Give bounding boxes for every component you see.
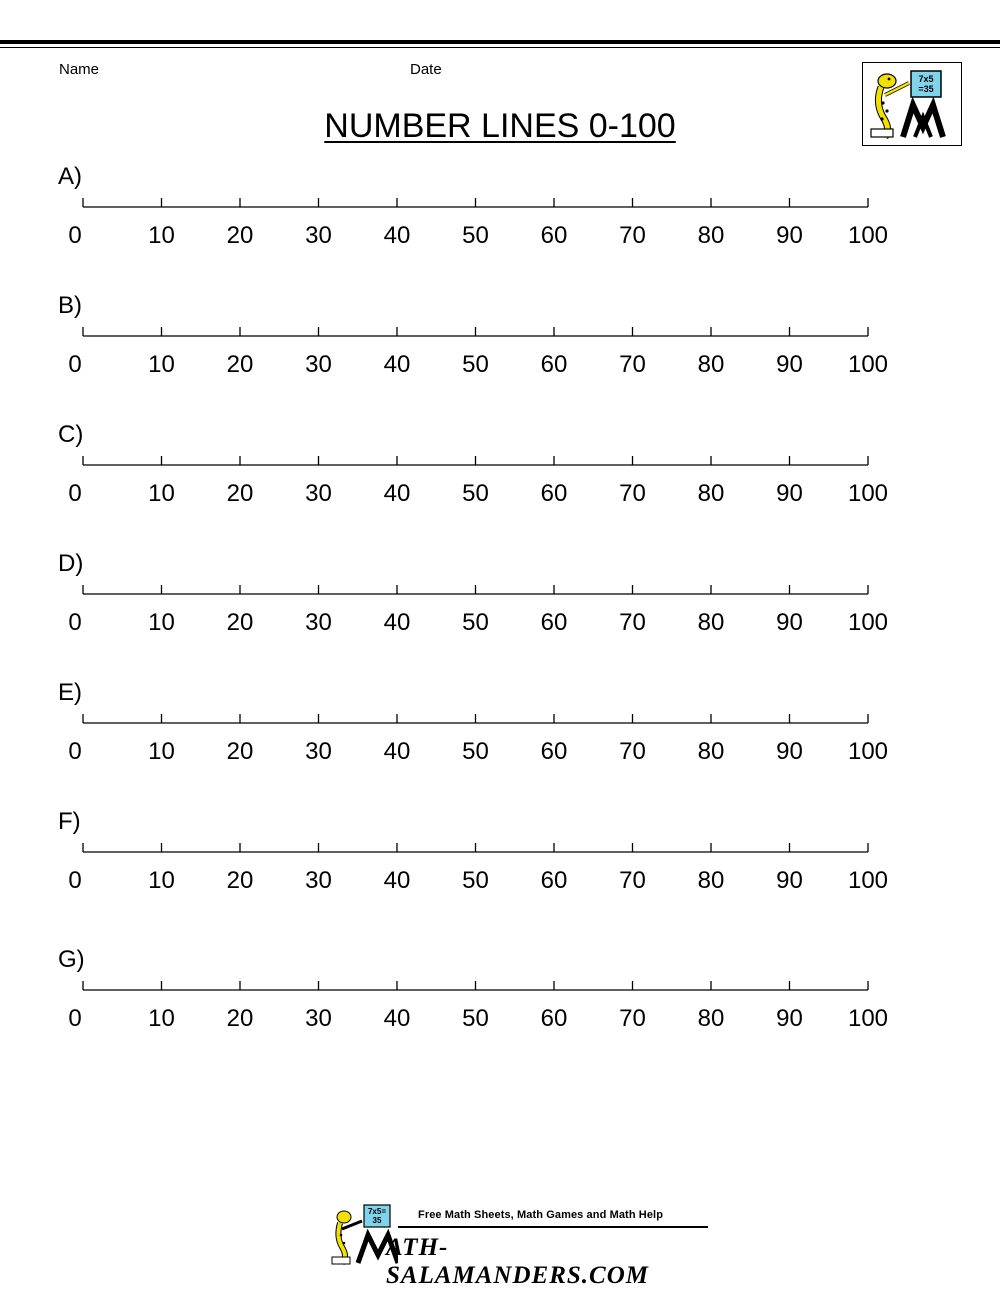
problem-e (0, 679, 1000, 799)
number-line (0, 421, 1000, 541)
logo-board-text: 7x5 (918, 74, 934, 84)
tick-label: 30 (305, 1005, 332, 1032)
tick-label: 30 (305, 867, 332, 894)
tick-label: 90 (776, 609, 803, 636)
tick-label: 20 (226, 738, 254, 765)
page-title (0, 106, 1000, 146)
tick-label: 20 (226, 222, 254, 249)
tick-label: 10 (148, 609, 175, 636)
tick-label: 60 (540, 351, 568, 378)
tick-label: 50 (462, 1005, 489, 1032)
tick-label: 100 (847, 1005, 889, 1032)
tick-label: 10 (148, 480, 175, 507)
tick-label: 20 (226, 351, 254, 378)
tick-label: 90 (776, 1005, 803, 1032)
tick-label: 30 (305, 480, 332, 507)
tick-label: 100 (847, 480, 889, 507)
tick-label: 60 (540, 867, 568, 894)
tick-label: 80 (697, 867, 725, 894)
tick-label: 80 (697, 1005, 725, 1032)
tick-label: 70 (619, 1005, 646, 1032)
tick-label: 0 (68, 351, 82, 378)
tick-label: 80 (697, 351, 725, 378)
tick-label: 50 (462, 609, 489, 636)
footer (328, 1203, 710, 1289)
tick-label: 20 (226, 609, 254, 636)
problem-label: A) (58, 163, 82, 190)
tick-label: 60 (540, 738, 568, 765)
tick-label: 100 (847, 222, 889, 249)
name-label: Name (59, 61, 100, 78)
tick-label: 30 (305, 738, 332, 765)
tick-label: 80 (697, 738, 725, 765)
tick-label: 0 (68, 738, 82, 765)
math-salamanders-logo (862, 62, 962, 146)
date-label: Date (410, 61, 442, 78)
problem-label: D) (58, 550, 84, 577)
problem-label: C) (58, 421, 84, 448)
problem-a (0, 163, 1000, 283)
tick-label: 100 (847, 351, 889, 378)
tick-label: 20 (226, 1005, 254, 1032)
page-title-text: NUMBER LINES 0-100 (324, 107, 676, 145)
tick-label: 0 (68, 1005, 82, 1032)
problem-g (0, 946, 1000, 1066)
tick-label: 30 (305, 351, 332, 378)
tick-label: 10 (148, 1005, 175, 1032)
problem-label: B) (58, 292, 82, 319)
footer-site-name: ATH-SALAMANDERS.COM (386, 1234, 649, 1289)
tick-label: 40 (383, 1005, 411, 1032)
footer-logo-board-text: 7x5= (367, 1207, 387, 1216)
tick-label: 50 (462, 738, 489, 765)
problem-label: F) (58, 808, 81, 835)
tick-label: 40 (383, 222, 411, 249)
problem-c (0, 421, 1000, 541)
header-rule-thick (0, 40, 1000, 44)
header-rule-thin (0, 47, 1000, 48)
tick-label: 10 (148, 738, 175, 765)
tick-label: 40 (383, 867, 411, 894)
problem-label: G) (58, 946, 85, 973)
tick-label: 90 (776, 222, 803, 249)
tick-label: 60 (540, 609, 568, 636)
number-line (0, 808, 1000, 928)
salamander-logo-icon (863, 63, 961, 145)
tick-label: 10 (148, 222, 175, 249)
tick-label: 100 (847, 867, 889, 894)
problem-label: E) (58, 679, 82, 706)
tick-label: 60 (540, 222, 568, 249)
tick-label: 80 (697, 609, 725, 636)
svg-text:=35: =35 (918, 84, 934, 94)
number-line (0, 550, 1000, 670)
tick-label: 70 (619, 351, 646, 378)
tick-label: 30 (305, 222, 332, 249)
problem-f (0, 808, 1000, 928)
tick-label: 0 (68, 222, 82, 249)
tick-label: 90 (776, 738, 803, 765)
problem-b (0, 292, 1000, 412)
tick-label: 60 (540, 1005, 568, 1032)
svg-text:35: 35 (372, 1216, 382, 1225)
tick-label: 70 (619, 867, 646, 894)
tick-label: 70 (619, 480, 646, 507)
tick-label: 40 (383, 609, 411, 636)
tick-label: 40 (383, 480, 411, 507)
footer-divider (398, 1226, 708, 1228)
tick-label: 20 (226, 480, 254, 507)
tick-label: 80 (697, 222, 725, 249)
tick-label: 40 (383, 738, 411, 765)
footer-tagline: Free Math Sheets, Math Games and Math Help (418, 1209, 664, 1221)
tick-label: 80 (697, 480, 725, 507)
tick-label: 100 (847, 609, 889, 636)
tick-label: 70 (619, 222, 646, 249)
tick-label: 90 (776, 351, 803, 378)
tick-label: 60 (540, 480, 568, 507)
tick-label: 50 (462, 480, 489, 507)
tick-label: 50 (462, 867, 489, 894)
tick-label: 90 (776, 480, 803, 507)
tick-label: 0 (68, 867, 82, 894)
tick-label: 40 (383, 351, 411, 378)
tick-label: 10 (148, 867, 175, 894)
problem-d (0, 550, 1000, 670)
tick-label: 50 (462, 351, 489, 378)
tick-label: 70 (619, 609, 646, 636)
tick-label: 20 (226, 867, 254, 894)
number-line (0, 163, 1000, 283)
tick-label: 0 (68, 609, 82, 636)
tick-label: 50 (462, 222, 489, 249)
tick-label: 100 (847, 738, 889, 765)
tick-label: 10 (148, 351, 175, 378)
tick-label: 30 (305, 609, 332, 636)
tick-label: 90 (776, 867, 803, 894)
tick-label: 70 (619, 738, 646, 765)
tick-label: 0 (68, 480, 82, 507)
number-line (0, 679, 1000, 799)
number-line (0, 946, 1000, 1066)
number-line (0, 292, 1000, 412)
